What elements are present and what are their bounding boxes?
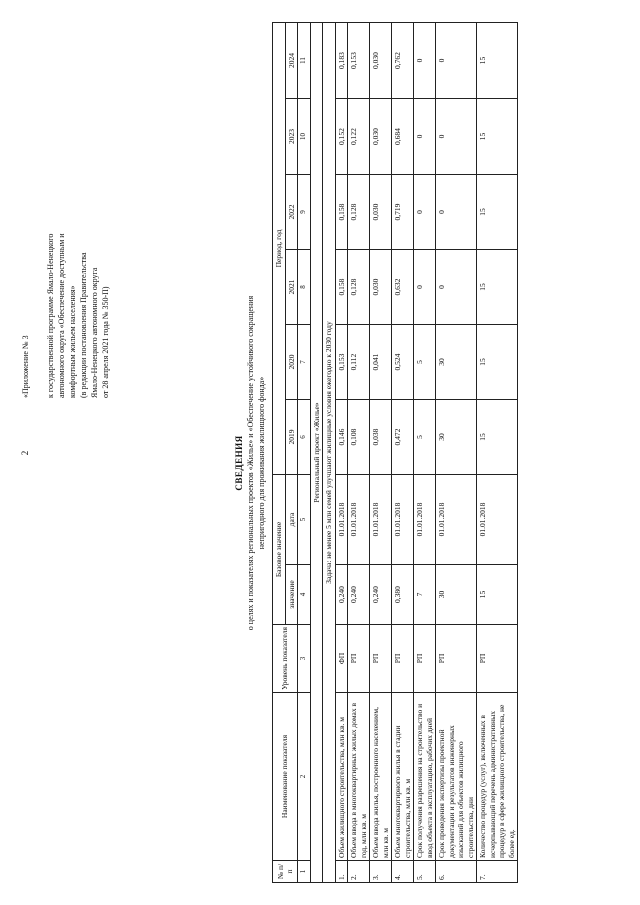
row-num: 4. xyxy=(392,860,414,882)
row-y2019: 0,472 xyxy=(392,399,414,474)
row-y2024: 0 xyxy=(436,22,477,98)
header-name: Наименование показателя xyxy=(273,692,298,860)
row-level: РП xyxy=(392,624,414,692)
row-name: Объем ввода жилья, построенного населением, млн кв. м xyxy=(370,692,392,860)
heading-line: о целях и показателях региональных проектов «Жилье» и «Обеспечение устойчивого сокращения xyxy=(246,295,255,630)
header-level: Уровень показателя xyxy=(273,624,298,692)
appendix-line: Ямало-Ненецкого автономного округа xyxy=(90,267,99,398)
row-y2024: 0,030 xyxy=(370,22,392,98)
row-y2021: 0,128 xyxy=(348,249,370,324)
row-y2020: 0,153 xyxy=(335,324,348,399)
heading-title: СВЕДЕНИЯ xyxy=(234,434,244,491)
header-period: Период, год xyxy=(273,22,286,474)
row-y2020: 15 xyxy=(477,324,518,399)
row-level: РП xyxy=(348,624,370,692)
row-value: 0,240 xyxy=(335,564,348,624)
header-num: № п/п xyxy=(273,860,298,882)
appendix-line: комфортным жильем населения» xyxy=(68,284,77,398)
col-number: 3 xyxy=(298,624,311,692)
row-level: РП xyxy=(436,624,477,692)
row-date: 01.01.2018 xyxy=(414,474,436,564)
task-row xyxy=(323,22,336,882)
document-heading xyxy=(234,73,267,853)
row-y2021: 0 xyxy=(414,249,436,324)
row-y2022: 0,158 xyxy=(335,174,348,249)
header-year: 2023 xyxy=(285,98,298,174)
row-y2019: 30 xyxy=(436,399,477,474)
row-num: 3. xyxy=(370,860,392,882)
row-y2021: 15 xyxy=(477,249,518,324)
row-level: РП xyxy=(370,624,392,692)
indicators-table xyxy=(272,21,518,882)
appendix-line: (в редакции постановления Правительства xyxy=(79,252,88,398)
table-row xyxy=(392,22,414,882)
row-value: 0,240 xyxy=(348,564,370,624)
row-num: 6. xyxy=(436,860,477,882)
row-y2024: 0,762 xyxy=(392,22,414,98)
row-y2023: 0,122 xyxy=(348,98,370,174)
row-y2019: 5 xyxy=(414,399,436,474)
row-date: 01.01.2018 xyxy=(392,474,414,564)
appendix-line: автономного округа «Обеспечение доступным и xyxy=(57,232,66,398)
row-y2020: 30 xyxy=(436,324,477,399)
col-number: 5 xyxy=(298,474,311,564)
row-y2019: 0,108 xyxy=(348,399,370,474)
col-number: 2 xyxy=(298,692,311,860)
appendix-title: «Приложение № 3 xyxy=(21,334,30,398)
row-y2023: 0 xyxy=(414,98,436,174)
row-y2024: 0 xyxy=(414,22,436,98)
header-year: 2020 xyxy=(285,324,298,399)
col-number: 11 xyxy=(298,22,311,98)
row-y2020: 0,041 xyxy=(370,324,392,399)
row-name: Объем ввода в многоквартирных жилых домах в год, млн кв. м xyxy=(348,692,370,860)
row-name: Объем жилищного строительства, млн кв. м xyxy=(335,692,348,860)
row-y2020: 0,524 xyxy=(392,324,414,399)
header-year: 2019 xyxy=(285,399,298,474)
col-number: 9 xyxy=(298,174,311,249)
table-row xyxy=(414,22,436,882)
col-number: 10 xyxy=(298,98,311,174)
page-number: 2 xyxy=(20,450,30,455)
column-number-row xyxy=(298,22,311,882)
header-base: Базовое значение xyxy=(273,474,286,624)
section-row xyxy=(310,22,323,882)
header-year: 2024 xyxy=(285,22,298,98)
row-num: 2. xyxy=(348,860,370,882)
row-y2024: 15 xyxy=(477,22,518,98)
rotated-content xyxy=(20,23,620,883)
row-y2019: 0,146 xyxy=(335,399,348,474)
row-name: Срок получения разрешения на строительство и ввод объекта в эксплуатацию, рабочих дней xyxy=(414,692,436,860)
row-y2022: 0 xyxy=(436,174,477,249)
row-y2022: 0,030 xyxy=(370,174,392,249)
row-y2022: 0 xyxy=(414,174,436,249)
table-row xyxy=(477,22,518,882)
header-base-date: дата xyxy=(285,474,298,564)
row-y2021: 0 xyxy=(436,249,477,324)
table-row xyxy=(335,22,348,882)
header-year: 2022 xyxy=(285,174,298,249)
row-level: ФП xyxy=(335,624,348,692)
row-y2020: 5 xyxy=(414,324,436,399)
row-date: 01.01.2018 xyxy=(370,474,392,564)
col-number: 1 xyxy=(298,860,311,882)
row-y2023: 0,030 xyxy=(370,98,392,174)
row-y2023: 0,684 xyxy=(392,98,414,174)
col-number: 7 xyxy=(298,324,311,399)
col-number: 6 xyxy=(298,399,311,474)
row-name: Количество процедур (услуг), включенных в исчерпывающий перечень административных процедур в сфере жилищного строительства, не более ед. xyxy=(477,692,518,860)
task-title: Задача: не менее 5 млн семей улучшают жилищные условия ежегодно к 2030 году xyxy=(323,22,336,882)
row-value: 30 xyxy=(436,564,477,624)
row-y2019: 15 xyxy=(477,399,518,474)
row-level: РП xyxy=(414,624,436,692)
header-year: 2021 xyxy=(285,249,298,324)
row-value: 7 xyxy=(414,564,436,624)
col-number: 4 xyxy=(298,564,311,624)
row-y2022: 0,128 xyxy=(348,174,370,249)
row-y2024: 0,153 xyxy=(348,22,370,98)
row-y2021: 0,632 xyxy=(392,249,414,324)
header-base-value: значение xyxy=(285,564,298,624)
row-y2023: 0 xyxy=(436,98,477,174)
table-row xyxy=(348,22,370,882)
row-y2021: 0,158 xyxy=(335,249,348,324)
row-value: 0,380 xyxy=(392,564,414,624)
row-y2024: 0,183 xyxy=(335,22,348,98)
row-y2023: 15 xyxy=(477,98,518,174)
row-num: 7. xyxy=(477,860,518,882)
row-value: 0,240 xyxy=(370,564,392,624)
row-name: Объем многоквартирного жилья в стадии строительства, млн кв. м xyxy=(392,692,414,860)
appendix-line: от 28 апреля 2021 года № 350-П) xyxy=(101,285,110,398)
row-date: 01.01.2018 xyxy=(436,474,477,564)
row-num: 5. xyxy=(414,860,436,882)
row-date: 01.01.2018 xyxy=(348,474,370,564)
row-y2019: 0,038 xyxy=(370,399,392,474)
row-y2022: 0,719 xyxy=(392,174,414,249)
row-y2022: 15 xyxy=(477,174,518,249)
row-num: 1. xyxy=(335,860,348,882)
row-y2023: 0,152 xyxy=(335,98,348,174)
row-date: 01.01.2018 xyxy=(335,474,348,564)
row-value: 15 xyxy=(477,564,518,624)
table-row xyxy=(370,22,392,882)
row-name: Срок проведения экспертизы проектной документации и результатов инженерных изысканий для объектов жилищного строительства, дни xyxy=(436,692,477,860)
col-number: 8 xyxy=(298,249,311,324)
appendix-block xyxy=(20,38,111,398)
row-date: 01.01.2018 xyxy=(477,474,518,564)
table-row xyxy=(436,22,477,882)
row-y2021: 0,030 xyxy=(370,249,392,324)
appendix-line: к государственной программе Ямало-Ненецкого xyxy=(46,233,55,398)
row-y2020: 0,112 xyxy=(348,324,370,399)
row-level: РП xyxy=(477,624,518,692)
section-title: Региональный проект «Жилье» xyxy=(310,22,323,882)
heading-line: непригодного для проживания жилищного фонда» xyxy=(257,376,266,549)
